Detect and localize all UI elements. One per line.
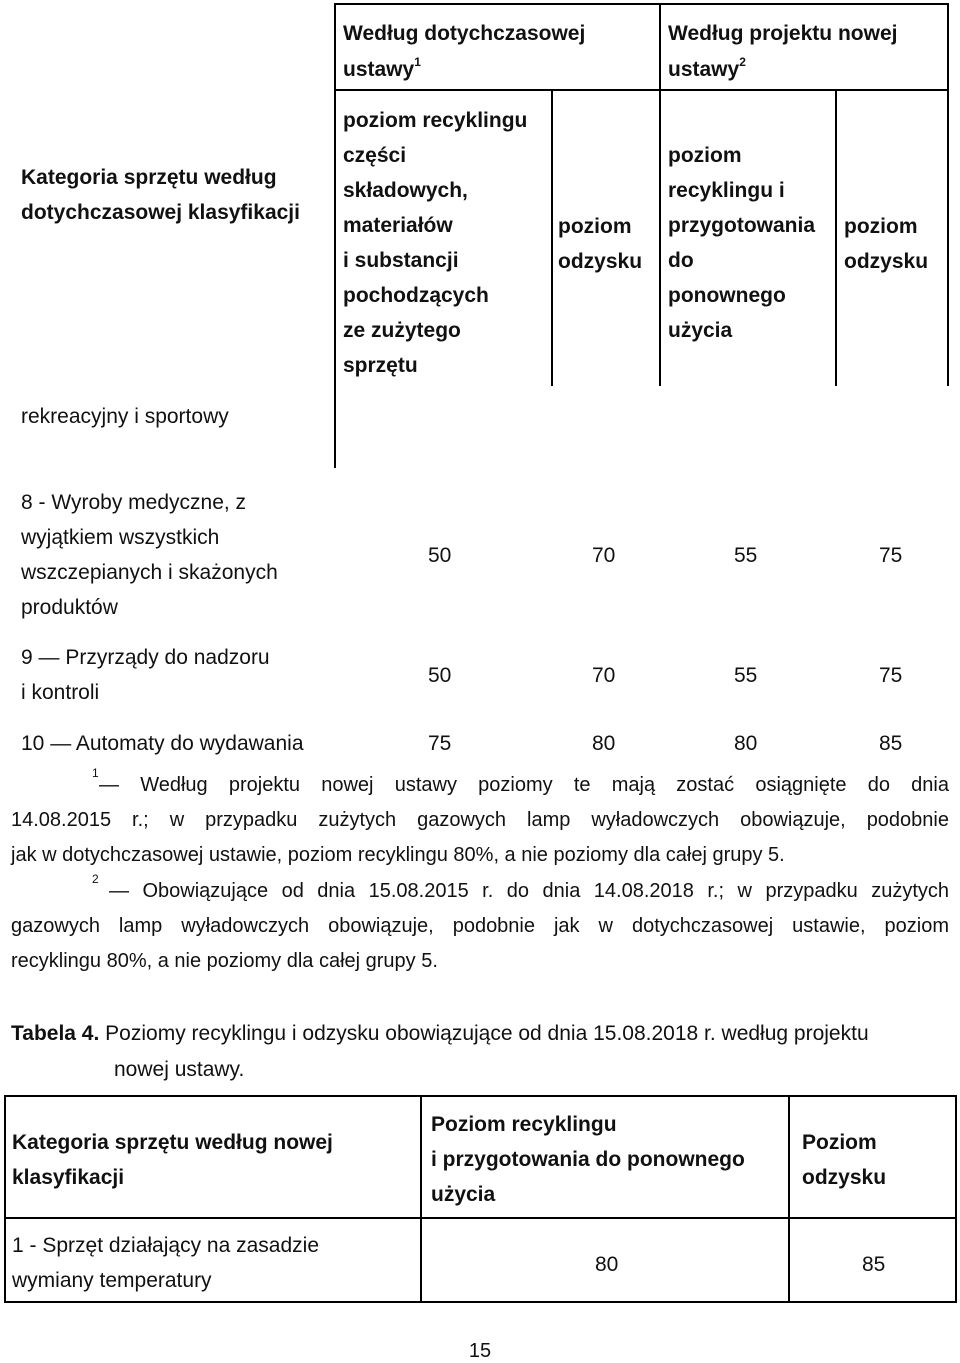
value-cell: 80 [592,732,616,755]
col-header-new-recycling: poziom recyklingu i przygotowania do ponownego użycia [668,144,816,342]
header-new-law: Według projektu nowej ustawy$^2$ [668,22,898,81]
row-label-vending: 10 — Automaty do wydawania [21,732,304,755]
col-header-new-recovery: poziom odzysku [844,215,929,273]
value-cell: 80 [734,732,758,755]
value-cell: 85 [879,732,903,755]
value-cell: 70 [592,664,616,687]
col-header-old-recovery: poziom odzysku [558,215,643,273]
caption-text: Poziomy recyklingu i odzysku obowiązujące od dnia 15.08.2018 r. według projektu [105,1022,869,1045]
col-header-old-recycling: poziom recyklingu części składowych, materiałów i substancji pochodzących ze zużytego sprzętu [343,109,528,377]
row-label-medical: 8 - Wyroby medyczne, z wyjątkiem wszystkich wszczepianych i skażonych produktów [21,491,278,619]
value-cell: 80 [595,1253,619,1276]
row-label-continued: rekreacyjny i sportowy [21,405,229,428]
header-old-law: Według dotychczasowej ustawy$^1$ [343,22,586,81]
caption-text-cont: nowej ustawy. [114,1058,245,1081]
value-cell: 75 [879,544,903,567]
caption-label: Tabela 4. [11,1022,100,1045]
value-cell: 75 [879,664,903,687]
row-label-monitoring: 9 — Przyrządy do nadzoru i kontroli [21,646,270,704]
value-cell: 50 [428,544,452,567]
value-cell: 85 [862,1253,886,1276]
footnote-1: 1 — Według projektu nowej ustawy poziomy te mają zostać osiągnięte do dnia 14.08.2015 r.; w przypadku zużytych gazowych lamp wyładowczych obowiązuje, podobnie jak w dotychczasowej ustawie, poziom recyklingu 80%, a nie poziomy dla całej grupy 5. [11,766,949,866]
col-header-category-new: Kategoria sprzętu według nowej klasyfikacji [12,1131,333,1189]
col-header-recovery-new: Poziom odzysku [802,1131,887,1189]
footnote-2: 2 — Obowiązujące od dnia 15.08.2015 r. do dnia 14.08.2018 r.; w przypadku zużytych gazowych lamp wyładowczych obowiązuje, podobnie jak w dotychczasowej ustawie, poziom recyklingu 80%, a nie poziomy dla całej grupy 5. [11,872,949,972]
value-cell: 50 [428,664,452,687]
value-cell: 55 [734,664,758,687]
col-header-category: Kategoria sprzętu według dotychczasowej klasyfikacji [21,166,300,224]
col-header-recycling-new: Poziom recyklingu i przygotowania do ponownego użycia [431,1113,745,1206]
value-cell: 75 [428,732,452,755]
table-caption [11,1016,949,1088]
row-label-temperature: 1 - Sprzęt działający na zasadzie wymiany temperatury [12,1234,319,1292]
value-cell: 70 [592,544,616,567]
page-number: 15 [468,1340,492,1362]
value-cell: 55 [734,544,758,567]
